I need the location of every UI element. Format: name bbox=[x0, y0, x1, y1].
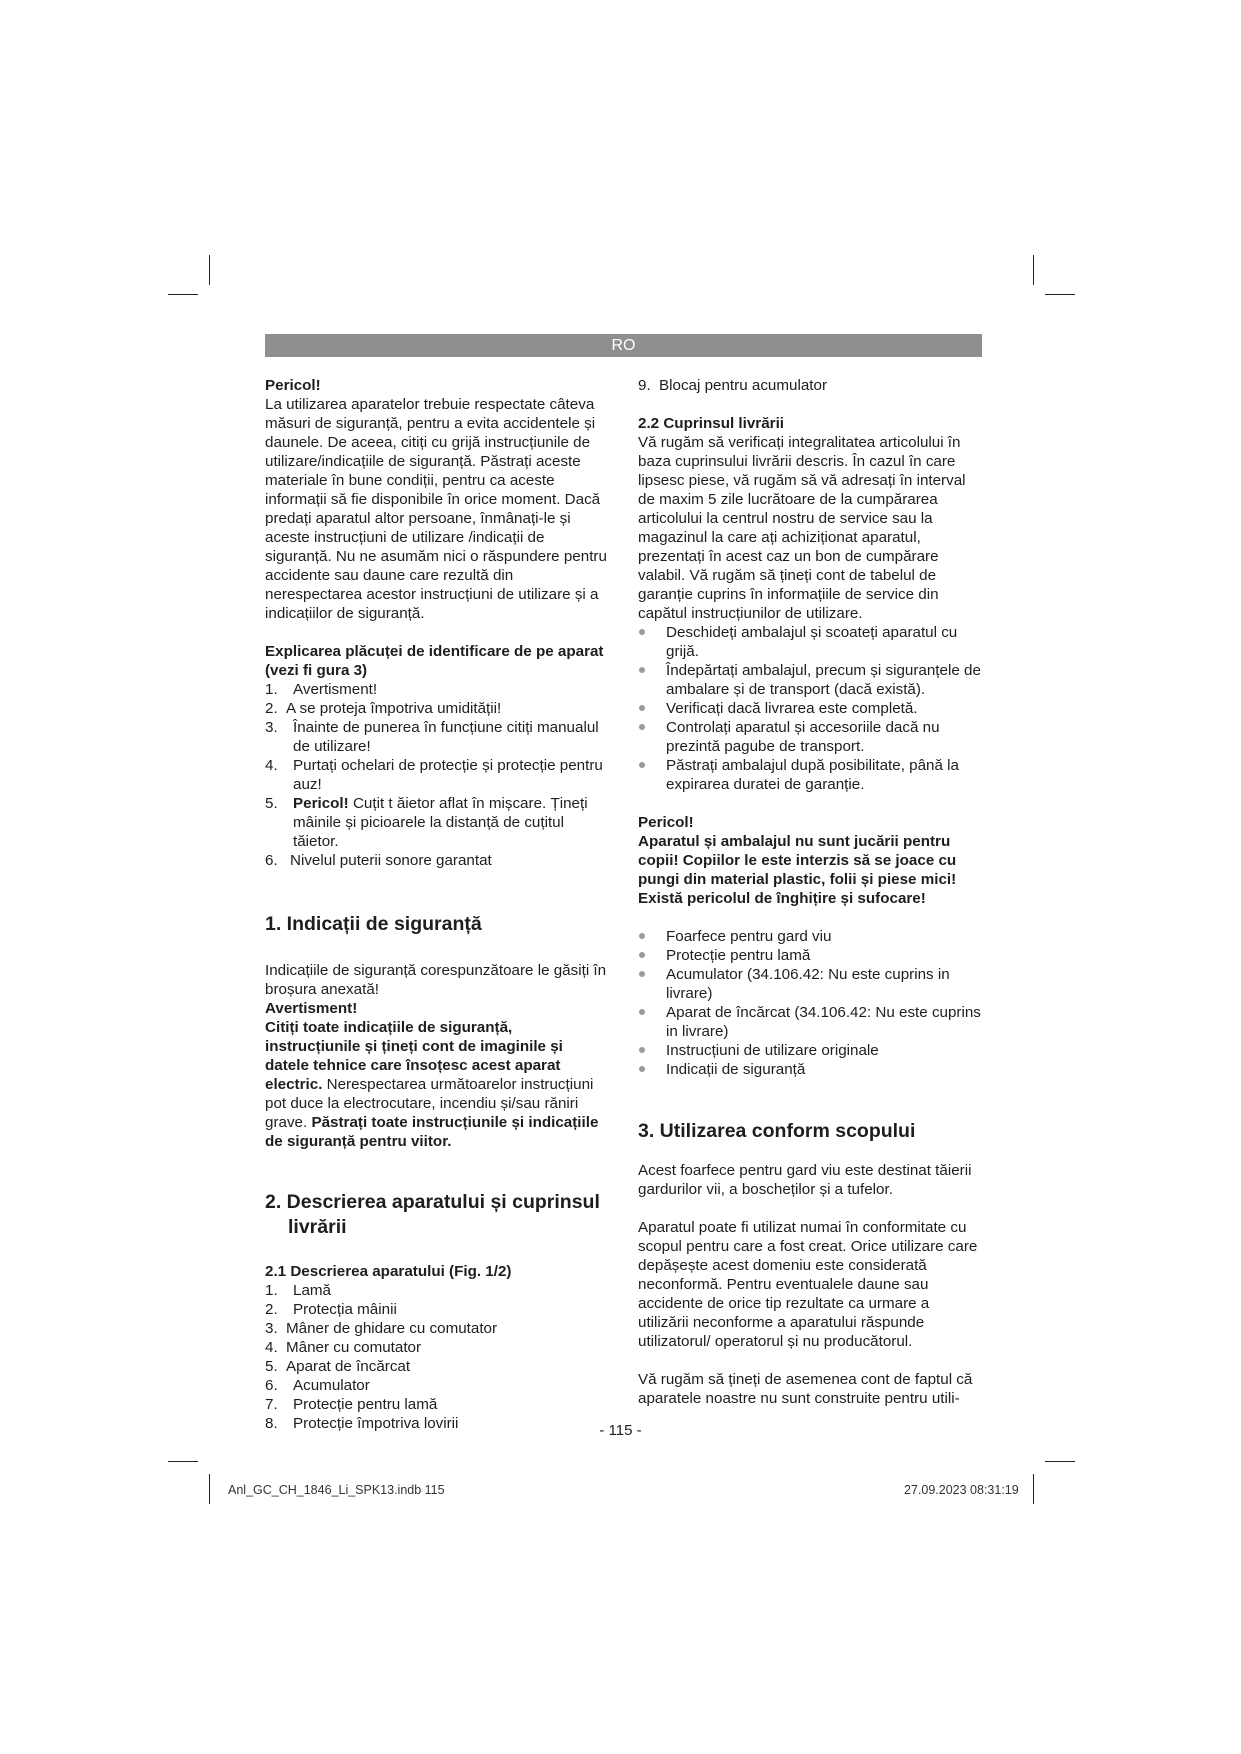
list-item: Aparat de încărcat (34.106.42: Nu este cuprins in livrare) bbox=[638, 1003, 983, 1041]
delivery-contents-list bbox=[638, 927, 983, 1079]
s1-warning-text: Citiți toate indicațiile de siguranță, instrucțiunile și țineți cont de imaginile și datele tehnice care însoțesc acest aparat electric. Nerespectarea următoarelor instrucțiuni pot duce la electrocutare, incendiu și/sau răniri grave. Păstrați toate instrucțiunile și indicațiile de siguranță pentru viitor. bbox=[265, 1019, 599, 1150]
crop-mark bbox=[209, 1474, 210, 1504]
list-item: Păstrați ambalajul după posibilitate, până la expirarea duratei de garanție. bbox=[638, 756, 983, 794]
danger-heading: Pericol! bbox=[638, 814, 694, 831]
list-item: Indicații de siguranță bbox=[638, 1060, 983, 1079]
section-2-title: 2. Descrierea aparatului și cuprinsul livrării bbox=[265, 1191, 600, 1238]
s1-warning-label: Avertisment! bbox=[265, 1000, 358, 1017]
s21-heading: 2.1 Descrierea aparatului (Fig. 1/2) bbox=[265, 1263, 512, 1280]
crop-mark bbox=[168, 1461, 198, 1462]
plate-heading: Explicarea plăcuței de identificare de pe aparat (vezi fi gura 3) bbox=[265, 643, 604, 679]
crop-mark bbox=[209, 255, 210, 285]
list-item: Verificați dacă livrarea este completă. bbox=[638, 699, 983, 718]
list-item: 5. Aparat de încărcat bbox=[265, 1358, 411, 1375]
list-item: Protecție pentru lamă bbox=[638, 946, 983, 965]
crop-mark bbox=[1033, 255, 1034, 285]
list-item: 3. Înainte de punerea în funcțiune citiți manualul de utilizare! bbox=[265, 719, 599, 755]
list-item: 1. Lamă bbox=[265, 1282, 331, 1299]
pericol-heading: Pericol! bbox=[265, 377, 321, 394]
list-item: Îndepărtați ambalajul, precum și siguranțele de ambalare și de transport (dacă există). bbox=[638, 661, 983, 699]
s22-heading: 2.2 Cuprinsul livrării bbox=[638, 415, 785, 432]
left-column bbox=[265, 376, 610, 1433]
section-1-title: 1. Indicații de siguranță bbox=[265, 913, 482, 935]
list-item: 8. Protecție împotriva lovirii bbox=[265, 1415, 459, 1432]
crop-mark bbox=[1033, 1474, 1034, 1504]
list-item: 5. Pericol! Cuțit t ăietor aflat în mișcare. Țineți mâinile și picioarele la distanță de cuțitul tăietor. bbox=[265, 795, 588, 850]
s3-paragraph-2: Aparatul poate fi utilizat numai în conformitate cu scopul pentru care a fost creat. Orice utilizare care depășește acest domeniu este considerată neconformă. Pentru eventualele daune sau accidente de orice tip rezultate ca urmare a utilizării neconforme a aparatului răspunde utilizatorul/ operatorul și nu producătorul. bbox=[638, 1219, 978, 1350]
list-item: 2. A se proteja împotriva umidității! bbox=[265, 700, 502, 717]
list-item: 4. Purtați ochelari de protecție și protecție pentru auz! bbox=[265, 757, 603, 793]
parts-list bbox=[265, 1281, 610, 1433]
plate-list bbox=[265, 680, 610, 870]
list-item: 7. Protecție pentru lamă bbox=[265, 1396, 438, 1413]
list-item: 9. Blocaj pentru acumulator bbox=[638, 377, 827, 394]
footer-timestamp: 27.09.2023 08:31:19 bbox=[904, 1483, 1019, 1497]
s3-paragraph-1: Acest foarfece pentru gard viu este destinat tăierii gardurilor vii, a boscheților și a tufelor. bbox=[638, 1162, 972, 1198]
crop-mark bbox=[1045, 1461, 1075, 1462]
crop-mark bbox=[168, 294, 198, 295]
page-number: - 115 - bbox=[599, 1422, 642, 1439]
list-item: Acumulator (34.106.42: Nu este cuprins in livrare) bbox=[638, 965, 983, 1003]
language-header-bar: RO bbox=[265, 334, 982, 357]
list-item: Deschideți ambalajul și scoateți aparatul cu grijă. bbox=[638, 623, 983, 661]
list-item: 6. Acumulator bbox=[265, 1377, 370, 1394]
section-3-title: 3. Utilizarea conform scopului bbox=[638, 1120, 916, 1142]
list-item: 2. Protecția mâinii bbox=[265, 1301, 397, 1318]
list-item: 4. Mâner cu comutator bbox=[265, 1339, 422, 1356]
check-list bbox=[638, 623, 983, 794]
s22-paragraph: Vă rugăm să verificați integralitatea articolului în baza cuprinsului livrării descris. În cazul în care lipsesc piese, vă rugăm să vă adresați în interval de maxim 5 zile lucrătoare de la cumpărarea articolului la centrul nostru de service sau la magazinul la care ați achiziționat aparatul, prezentați în acest caz un bon de cumpărare valabil. Vă rugăm să țineți cont de tabelul de garanție cuprins în informațiile de service din capătul instrucțiunilor de utilizare. bbox=[638, 434, 966, 622]
s3-paragraph-3: Vă rugăm să țineți de asemenea cont de faptul că aparatele noastre nu sunt construite pentru utili- bbox=[638, 1371, 973, 1407]
list-item: 1. Avertisment! bbox=[265, 681, 378, 698]
pericol-paragraph: La utilizarea aparatelor trebuie respectate câteva măsuri de siguranță, pentru a evita accidentele și daunele. De aceea, citiți cu grijă instrucțiunile de utilizare/indicațiile de siguranță. Păstrați aceste materiale în bune condiții, pentru ca aceste informații să fie disponibile în orice moment. Dacă predați aparatul altor persoane, înmânați-le și aceste instrucțiuni de utilizare /indicații de siguranță. Nu ne asumăm nici o răspundere pentru accidente sau daune care rezultă din nerespectarea acestor instrucțiuni de utilizare și a indicațiilor de siguranță. bbox=[265, 396, 607, 622]
s1-paragraph: Indicațiile de siguranță corespunzătoare le găsiți în broșura anexată! bbox=[265, 962, 607, 998]
crop-mark bbox=[1045, 294, 1075, 295]
parts-list-continued bbox=[638, 376, 983, 395]
list-item: 3. Mâner de ghidare cu comutator bbox=[265, 1320, 498, 1337]
list-item: Controlați aparatul și accesoriile dacă nu prezintă pagube de transport. bbox=[638, 718, 983, 756]
list-item: Foarfece pentru gard viu bbox=[638, 927, 983, 946]
footer-file-info: Anl_GC_CH_1846_Li_SPK13.indb 115 bbox=[228, 1483, 445, 1497]
list-item: 6. Nivelul puterii sonore garantat bbox=[265, 852, 492, 869]
list-item: Instrucțiuni de utilizare originale bbox=[638, 1041, 983, 1060]
danger-text: Aparatul și ambalajul nu sunt jucării pentru copii! Copiilor le este interzis să se joace cu pungi din material plastic, folii și piese mici! Există pericolul de înghițire și sufocare! bbox=[638, 833, 957, 907]
right-column bbox=[638, 376, 983, 1408]
